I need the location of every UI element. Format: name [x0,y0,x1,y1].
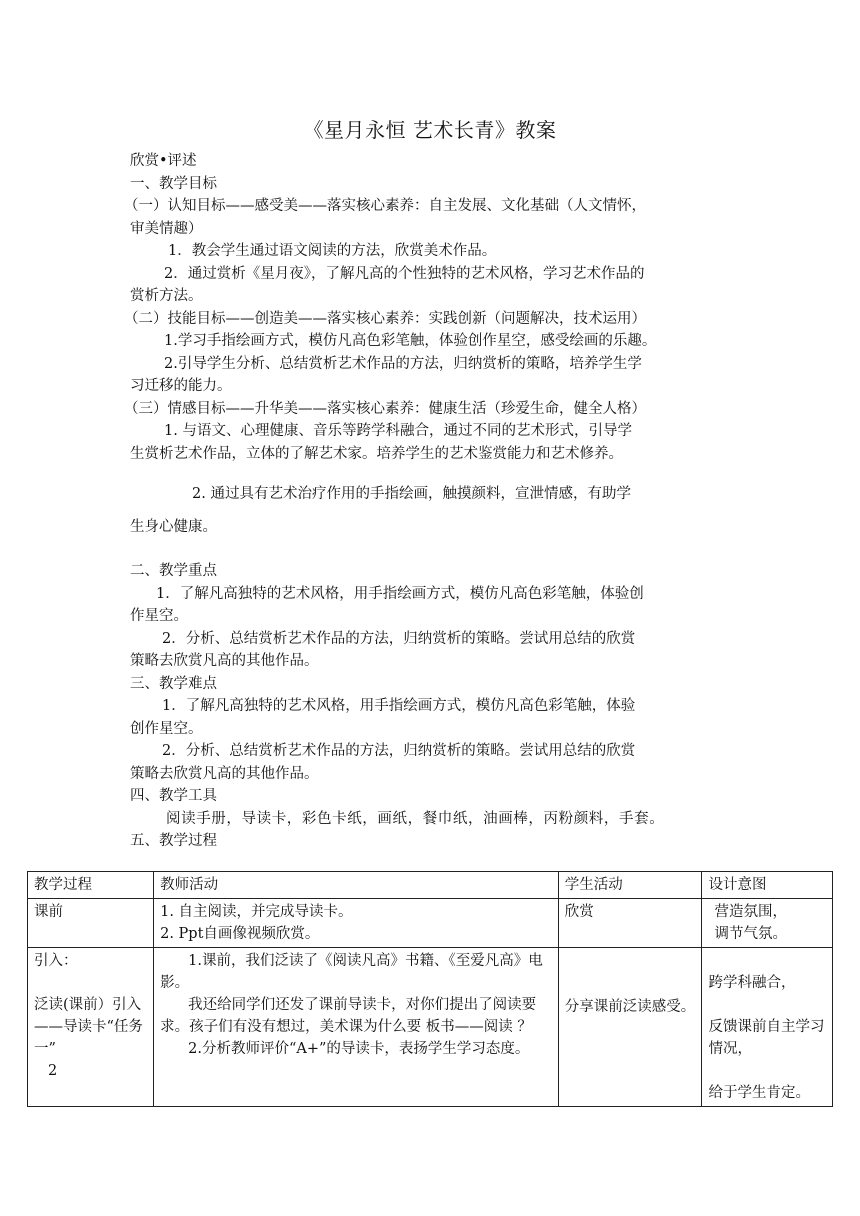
table-row [28,899,833,948]
design-intent-cell [702,948,833,1107]
design-intent-cell [702,899,833,948]
difficulty2-cont: 策略去欣赏凡高的其他作品。 [130,765,319,782]
stage-line: 泛读(课前）引入——导读卡“任务一” [34,997,143,1057]
teacher-activity-cell [154,948,559,1107]
goal3-item2: 2. 通过具有艺术治疗作用的手指绘画，触摸颜料，宣泄情感，有助学 [192,486,631,502]
design-intent-line: 跨学科融合， [708,975,796,991]
table-header-cell: 教师活动 [154,872,559,899]
design-intent-line: 营造氛围， [714,904,787,920]
tools-list: 阅读手册，导读卡，彩色卡纸，画纸，餐巾纸，油画棒，丙粉颜料，手套。 [166,810,665,827]
difficulty1-cont: 创作星空。 [130,720,203,737]
design-intent-line: 反馈课前自主学习情况， [708,1019,825,1057]
teacher-activity-line: 我还给同学们还发了课前导读卡，对你们提出了阅读要求。孩子们有没有想过，美术课为什么要 板书——阅读 ？ [160,997,537,1035]
goal1-item1: 1．教会学生通过语文阅读的方法，欣赏美术作品。 [168,243,497,259]
process-table [27,871,833,1107]
document-body [124,150,730,853]
goal3-heading: （三）情感目标——升华美——落实核心素养：健康生活（珍爱生命，健全人格） [124,400,646,417]
table-header-row [28,872,833,899]
key-point2-cont: 策略去欣赏凡高的其他作品。 [130,653,319,669]
design-intent-line: 给于学生肯定。 [708,1085,810,1101]
stage-cell: 课前 [28,899,154,948]
section-heading-process: 五、教学过程 [130,833,217,849]
table-header-cell: 设计意图 [702,872,833,899]
goal2-item2-cont: 习迁移的能力。 [130,378,232,394]
goal1-item2-cont: 赏析方法。 [130,288,203,304]
key-point1: 1．了解凡高独特的艺术风格，用手指绘画方式，模仿凡高色彩笔触，体验创 [156,585,644,602]
key-point2: 2．分析、总结赏析艺术作品的方法，归纳赏析的策略。尝试用总结的欣赏 [162,630,636,647]
teacher-activity-cell [154,899,559,948]
table-row [28,948,833,1107]
teacher-activity-line: 2.分析教师评价“A+”的导读卡，表扬学生学习态度。 [188,1041,530,1057]
student-activity-cell: 欣赏 [558,899,702,948]
goal2-item2: 2.引导学生分析、总结赏析艺术作品的方法，归纳赏析的策略，培养学生学 [164,355,642,372]
document-title: 《星月永恒 艺术长青》教案 [303,118,557,142]
student-activity-cell: 分享课前泛读感受。 [558,948,702,1107]
goal2-item1: 1.学习手指绘画方式，模仿凡高色彩笔触，体验创作星空，感受绘画的乐趣。 [164,333,657,349]
goal3-item2-cont: 生身心健康。 [130,518,217,535]
goal1-heading-cont: 审美情趣） [130,220,203,237]
teacher-activity-line: 1.课前，我们泛读了《阅读凡高》书籍、《至爱凡高》电影。 [160,953,543,991]
design-intent-line: 调节气氛。 [714,926,787,942]
section-heading-objectives: 一、教学目标 [130,175,217,192]
difficulty1: 1．了解凡高独特的艺术风格，用手指绘画方式，模仿凡高色彩笔触，体验 [162,698,636,714]
teacher-activity-line: 1. 自主阅读，并完成导读卡。 [160,904,353,920]
table-header-cell: 教学过程 [28,872,154,899]
subtitle: 欣赏•评述 [130,153,197,169]
goal1-item2: 2．通过赏析《星月夜》，了解凡高的个性独特的艺术风格，学习艺术作品的 [164,265,645,282]
stage-cell [28,948,154,1107]
goal1-heading: （一）认知目标——感受美——落实核心素养：自主发展、文化基础（人文情怀， [124,198,646,214]
section-heading-difficulties: 三、教学难点 [130,675,217,692]
stage-line: 2 [48,1063,58,1079]
stage-line: 引入： [34,953,78,969]
table-header-cell: 学生活动 [558,872,702,899]
section-heading-tools: 四、教学工具 [130,788,217,804]
teacher-activity-line: 2. Ppt自画像视频欣赏。 [160,926,320,942]
goal3-item1-cont: 生赏析艺术作品，立体的了解艺术家。培养学生的艺术鉴赏能力和艺术修养。 [130,445,623,462]
goal2-heading: （二）技能目标——创造美——落实核心素养：实践创新（问题解决，技术运用） [124,310,646,327]
section-heading-key-points: 二、教学重点 [130,563,217,579]
goal3-item1: 1. 与语文、心理健康、音乐等跨学科融合，通过不同的艺术形式，引导学 [164,423,632,439]
difficulty2: 2．分析、总结赏析艺术作品的方法，归纳赏析的策略。尝试用总结的欣赏 [162,743,636,759]
key-point1-cont: 作星空。 [130,608,188,624]
